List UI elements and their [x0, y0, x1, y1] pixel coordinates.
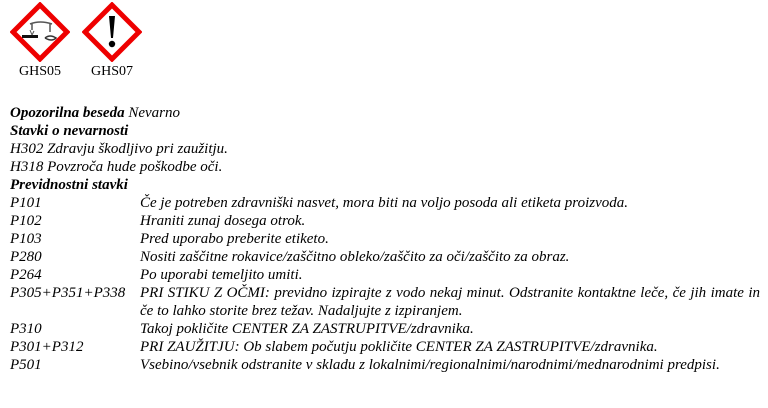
- signal-word-label: Opozorilna beseda: [10, 105, 125, 121]
- precaution-heading: Previdnostni stavki: [10, 177, 128, 193]
- precaution-text: Vsebino/vsebnik odstranite v skladu z lokalnimi/regionalnimi/narodnimi/mednarodnimi predpisi.: [140, 357, 720, 373]
- signal-word: [10, 104, 760, 122]
- hazard-statement: H318 Povzroča hude poškodbe oči.: [10, 159, 223, 175]
- precaution-row: [10, 356, 760, 374]
- precaution-text: Pred uporabo preberite etiketo.: [140, 231, 329, 247]
- precaution-row: [10, 266, 760, 284]
- hazard-statement: H302 Zdravju škodljivo pri zaužitju.: [10, 141, 228, 157]
- precaution-code: P310: [10, 321, 42, 337]
- corrosion-icon: [10, 2, 70, 62]
- precaution-row: [10, 212, 760, 230]
- precaution-code: P264: [10, 267, 42, 283]
- exclamation-mark-icon: [82, 2, 142, 62]
- pictogram-code: GHS05: [18, 64, 61, 79]
- precaution-code: P280: [10, 249, 42, 265]
- precaution-code: P501: [10, 357, 42, 373]
- precaution-code: P301+P312: [10, 339, 84, 355]
- precaution-text: Če je potreben zdravniški nasvet, mora biti na voljo posoda ali etiketa proizvoda.: [140, 195, 628, 211]
- precaution-code: P103: [10, 231, 42, 247]
- precaution-text: PRI ZAUŽITJU: Ob slabem počutju pokličite CENTER ZA ZASTRUPITVE/zdravnika.: [140, 339, 658, 355]
- precaution-row: [10, 230, 760, 248]
- hazard-heading: Stavki o nevarnosti: [10, 123, 129, 139]
- precaution-code: P101: [10, 195, 42, 211]
- precaution-row: [10, 338, 760, 356]
- precaution-text: Po uporabi temeljito umiti.: [140, 267, 303, 283]
- pictograms: [8, 2, 144, 80]
- pictogram-ghs07: [80, 2, 144, 80]
- precaution-text: Takoj pokličite CENTER ZA ZASTRUPITVE/zdravnika.: [140, 321, 474, 337]
- precaution-row: [10, 194, 760, 212]
- precaution-text: Hraniti zunaj dosega otrok.: [140, 213, 306, 229]
- precaution-code: P102: [10, 213, 42, 229]
- precaution-row: [10, 248, 760, 266]
- precaution-row: [10, 320, 760, 338]
- pictogram-ghs05: [8, 2, 72, 80]
- label-elements: [10, 104, 760, 374]
- precaution-text: PRI STIKU Z OČMI: previdno izpirajte z vodo nekaj minut. Odstranite kontaktne leče, če jih imate in če to lahko storite brez težav. Nadaljujte z izpiranjem.: [140, 285, 760, 319]
- precaution-row: [10, 284, 760, 320]
- precaution-code: P305+P351+P338: [10, 285, 126, 301]
- precaution-text: Nositi zaščitne rokavice/zaščitno obleko/zaščito za oči/zaščito za obraz.: [140, 249, 570, 265]
- signal-word-value: Nevarno: [128, 105, 181, 121]
- pictogram-code: GHS07: [90, 64, 133, 79]
